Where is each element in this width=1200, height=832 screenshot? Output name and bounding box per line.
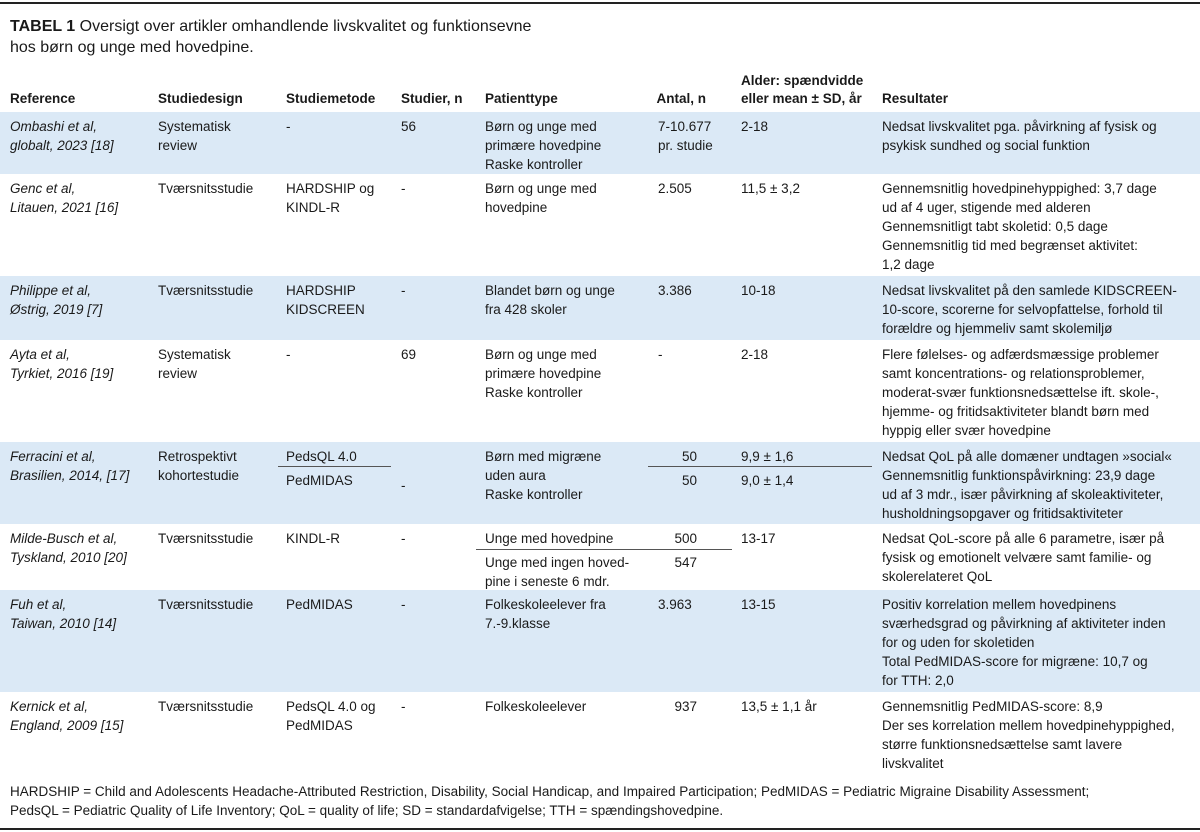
cell-reference: Kernick et al, England, 2009 [15] <box>10 699 124 733</box>
cell-count: 7-10.677 pr. studie <box>658 119 713 153</box>
cell-method-a: PedsQL 4.0 <box>286 449 357 464</box>
cell-patients: Børn med migræne uden aura Raske kontroller <box>485 449 602 502</box>
cell-studies: 56 <box>401 119 417 134</box>
cell-patients-b: Unge med ingen hoved- pine i seneste 6 mdr. <box>485 555 630 589</box>
cell-age: 10-18 <box>741 283 776 298</box>
cell-patients: Folkeskoleelever fra 7.-9.klasse <box>485 597 606 631</box>
cell-count-b: 50 <box>681 473 697 488</box>
cell-studies: - <box>401 478 406 493</box>
caption-line-2: hos børn og unge med hovedpine. <box>10 39 254 56</box>
cell-count-a: 50 <box>681 449 697 464</box>
cell-design: Tværsnitsstudie <box>158 699 254 714</box>
cell-divider <box>648 466 872 467</box>
cell-method: - <box>286 347 291 362</box>
cell-count: 937 <box>674 699 697 714</box>
cell-divider <box>278 466 391 467</box>
cell-reference: Genc et al, Litauen, 2021 [16] <box>10 181 119 215</box>
cell-design: Systematisk review <box>158 119 231 153</box>
cell-count: - <box>658 347 663 362</box>
cell-studies: - <box>401 699 406 714</box>
cell-patients: Blandet børn og unge fra 428 skoler <box>485 283 615 317</box>
table-row <box>0 340 1200 442</box>
cell-results: Flere følelses- og adfærdsmæssige problemer samt koncentrations- og relationsproblemer, moderat-svær funktionsnedsættelse ift. skole-, hjemme- og fritidsaktiviteter blandt børn med hyppig eller svær hovedpine <box>882 347 1159 438</box>
cell-method: - <box>286 119 291 134</box>
cell-count: 2.505 <box>658 181 692 196</box>
cell-results: Gennemsnitlig hovedpinehyppighed: 3,7 dage ud af 4 uger, stigende med alderen Gennemsnitligt tabt skoletid: 0,5 dage Gennemsnitlig tid med begrænset aktivitet: 1,2 dage <box>882 181 1157 272</box>
cell-age: 13-17 <box>741 531 776 546</box>
cell-results: Positiv korrelation mellem hovedpinens sværhedsgrad og påvirkning af aktiviteter inden for og uden for skoletiden Total PedMIDAS-score for migræne: 10,7 og for TTH: 2,0 <box>882 597 1166 688</box>
cell-method: KINDL-R <box>286 531 341 546</box>
cell-method-b: PedMIDAS <box>286 473 353 488</box>
cell-design: Retrospektivt kohortestudie <box>158 449 240 483</box>
cell-studies: - <box>401 597 406 612</box>
header-patients: Patienttype <box>485 91 558 106</box>
cell-patients: Børn og unge med primære hovedpine Raske kontroller <box>485 119 602 172</box>
cell-reference: Ferracini et al, Brasilien, 2014, [17] <box>10 449 130 483</box>
table-row <box>0 692 1200 778</box>
cell-studies: - <box>401 181 406 196</box>
cell-reference: Ombashi et al, globalt, 2023 [18] <box>10 119 114 153</box>
cell-patients-a: Unge med hovedpine <box>485 531 614 546</box>
cell-design: Tværsnitsstudie <box>158 181 254 196</box>
table-row <box>0 112 1200 174</box>
cell-count: 3.963 <box>658 597 692 612</box>
cell-results: Gennemsnitlig PedMIDAS-score: 8,9 Der ses korrelation mellem hovedpinehyppighed, større funktionsnedsættelse samt lavere livskvalitet <box>882 699 1175 771</box>
header-results: Resultater <box>882 91 949 106</box>
cell-age: 2-18 <box>741 347 769 362</box>
header-count: Antal, n <box>656 91 706 106</box>
cell-age: 13,5 ± 1,1 år <box>741 699 817 714</box>
footnote-line-2: PedsQL = Pediatric Quality of Life Inventory; QoL = quality of life; SD = standardafvigelse; TTH = spændingshovedpine. <box>10 803 724 818</box>
cell-patients: Børn og unge med primære hovedpine Raske kontroller <box>485 347 602 400</box>
cell-age: 13-15 <box>741 597 776 612</box>
cell-method: PedsQL 4.0 og PedMIDAS <box>286 699 376 733</box>
cell-results: Nedsat livskvalitet pga. påvirkning af fysisk og psykisk sundhed og social funktion <box>882 119 1157 153</box>
cell-patients: Folkeskoleelever <box>485 699 587 714</box>
table-row <box>0 590 1200 692</box>
cell-reference: Milde-Busch et al, Tyskland, 2010 [20] <box>10 531 127 565</box>
cell-count-b: 547 <box>674 555 697 570</box>
cell-results: Nedsat livskvalitet på den samlede KIDSCREEN- 10-score, scorerne for selvopfattelse, forhold til forældre og hjemmeliv samt skolemiljø <box>882 283 1177 336</box>
cell-age: 11,5 ± 3,2 <box>741 181 800 196</box>
cell-design: Tværsnitsstudie <box>158 531 254 546</box>
cell-design: Tværsnitsstudie <box>158 283 254 298</box>
cell-count: 3.386 <box>658 283 692 298</box>
header-design: Studiedesign <box>158 91 243 106</box>
cell-age-a: 9,9 ± 1,6 <box>741 449 794 464</box>
cell-results: Nedsat QoL-score på alle 6 parametre, især på fysisk og emotionelt velvære samt familie- og skolerelateret QoL <box>882 531 1165 584</box>
cell-age-b: 9,0 ± 1,4 <box>741 473 794 488</box>
table-row <box>0 524 1200 590</box>
cell-divider <box>476 549 732 550</box>
cell-method: HARDSHIP og KINDL-R <box>286 181 375 215</box>
cell-studies: 69 <box>401 347 417 362</box>
header-age: Alder: spændvidde eller mean ± SD, år <box>741 73 864 106</box>
cell-reference: Ayta et al, Tyrkiet, 2016 [19] <box>10 347 114 381</box>
cell-studies: - <box>401 531 406 546</box>
header-method: Studiemetode <box>286 91 376 106</box>
cell-method: HARDSHIP KIDSCREEN <box>286 283 365 317</box>
top-rule <box>0 2 1200 4</box>
bottom-rule <box>0 828 1200 830</box>
header-studies: Studier, n <box>401 91 463 106</box>
cell-patients: Børn og unge med hovedpine <box>485 181 597 215</box>
table-row <box>0 442 1200 524</box>
table-caption <box>10 16 710 58</box>
footnote-line-1: HARDSHIP = Child and Adolescents Headache-Attributed Restriction, Disability, Social Handicap, and Impaired Participation; PedMIDAS = Pediatric Migraine Disability Assessment; <box>10 784 1090 799</box>
cell-reference: Philippe et al, Østrig, 2019 [7] <box>10 283 103 317</box>
header-reference: Reference <box>10 91 76 106</box>
table-label: TABEL 1 <box>10 18 76 35</box>
cell-age: 2-18 <box>741 119 769 134</box>
cell-design: Tværsnitsstudie <box>158 597 254 612</box>
table-footnote <box>0 778 1200 826</box>
cell-count-a: 500 <box>674 531 697 546</box>
cell-method: PedMIDAS <box>286 597 353 612</box>
caption-line-1: Oversigt over artikler omhandlende livskvalitet og funktionsevne <box>79 18 532 35</box>
cell-studies: - <box>401 283 406 298</box>
table-row <box>0 174 1200 276</box>
cell-results: Nedsat QoL på alle domæner undtagen »social« Gennemsnitlig funktionspåvirkning: 23,9 dage ud af 3 mdr., især påvirkning af skoleaktiviteter, husholdningsopgaver og fritidsaktiviteter <box>882 449 1172 521</box>
cell-design: Systematisk review <box>158 347 231 381</box>
cell-reference: Fuh et al, Taiwan, 2010 [14] <box>10 597 117 631</box>
table-row <box>0 276 1200 340</box>
